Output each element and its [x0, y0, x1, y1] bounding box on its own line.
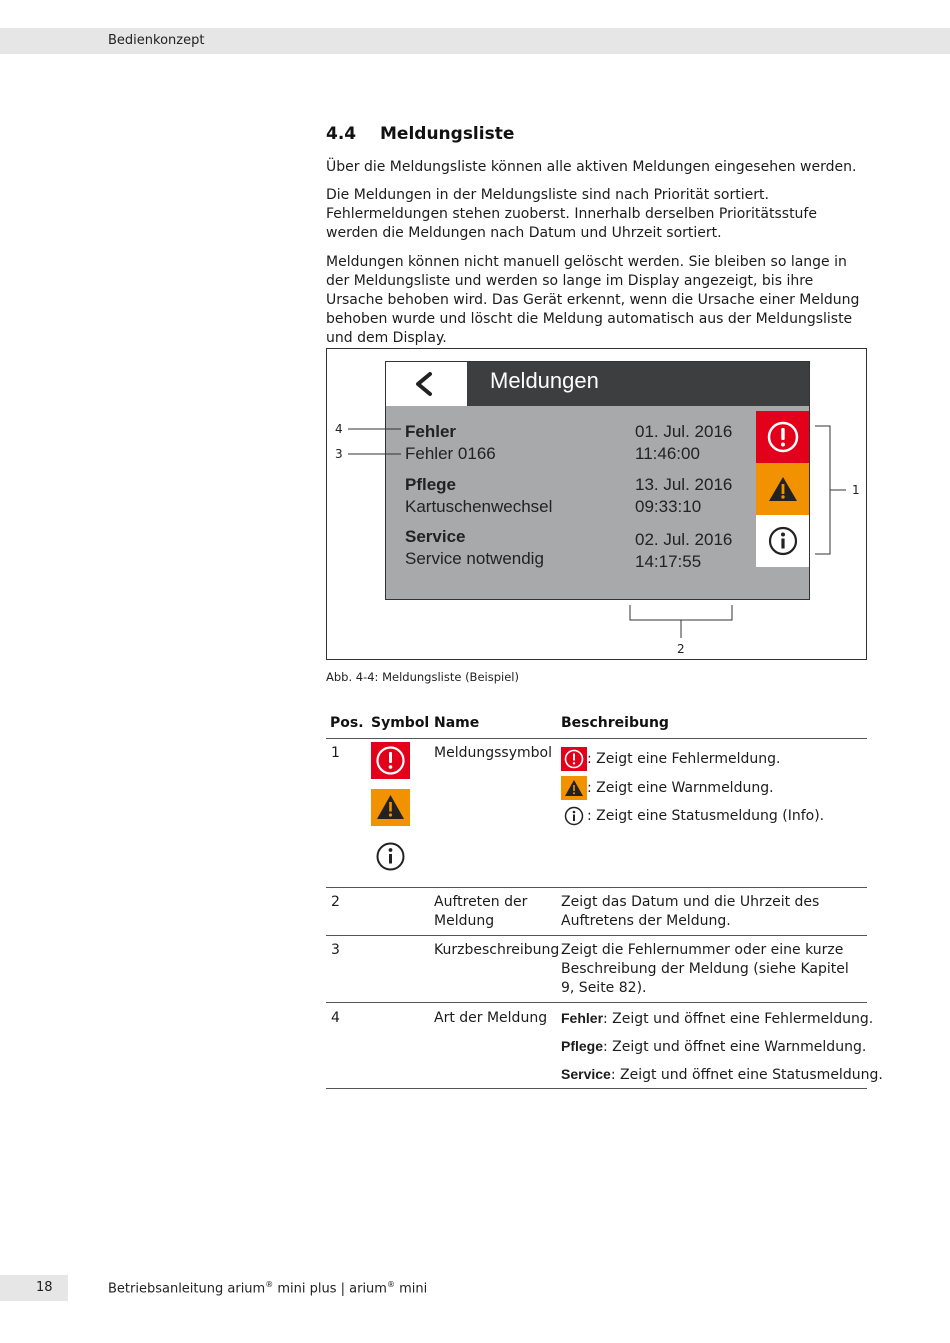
- callout-1: 1: [852, 483, 860, 497]
- message-time: 14:17:55: [635, 552, 702, 571]
- row4-name: Art der Meldung: [434, 1010, 548, 1026]
- message-type-fehler[interactable]: Fehler: [405, 422, 457, 441]
- row4-desc-pflege: [561, 1037, 866, 1057]
- message-time: 11:46:00: [635, 444, 700, 463]
- figure-caption: Abb. 4-4: Meldungsliste (Beispiel): [326, 670, 519, 684]
- desc-text: : Zeigt eine Warnmeldung.: [587, 780, 774, 796]
- col-header-pos: Pos.: [330, 715, 364, 731]
- col-header-name: Name: [434, 715, 480, 731]
- desc-term: Fehler: [561, 1010, 604, 1026]
- message-type-service[interactable]: Service: [405, 527, 466, 546]
- desc-text: : Zeigt und öffnet eine Warnmeldung.: [603, 1039, 867, 1055]
- footer-title-part: mini plus | arium: [273, 1281, 387, 1297]
- message-time: 09:33:10: [635, 497, 702, 516]
- error-icon: [371, 742, 410, 779]
- row4-desc-service: [561, 1065, 883, 1085]
- row3-desc: Zeigt die Fehlernummer oder eine kurze Beschreibung der Meldung (siehe Kapitel 9, Seite 82).: [561, 942, 849, 996]
- callout-2: 2: [677, 642, 685, 656]
- row1-error-symbol: [371, 742, 410, 779]
- table-divider: [326, 738, 867, 739]
- desc-text: : Zeigt eine Statusmeldung (Info).: [587, 808, 825, 824]
- message-type-pflege[interactable]: Pflege: [405, 475, 457, 494]
- callout-3: 3: [335, 447, 343, 461]
- message-date: 13. Jul. 2016: [635, 475, 733, 494]
- row4-pos: 4: [331, 1010, 340, 1026]
- row1-pos: 1: [331, 745, 340, 761]
- message-date: 01. Jul. 2016: [635, 422, 733, 441]
- row1-desc-error: [561, 747, 780, 771]
- table-divider: [326, 935, 867, 936]
- row1-info-symbol: [371, 838, 410, 875]
- desc-text: : Zeigt und öffnet eine Fehlermeldung.: [603, 1011, 874, 1027]
- error-icon: [561, 747, 587, 771]
- table-divider: [326, 1002, 867, 1003]
- row2-desc: Zeigt das Datum und die Uhrzeit des Auftretens der Meldung.: [561, 894, 820, 929]
- col-header-symbol: Symbol: [371, 715, 430, 731]
- row1-desc-warning: [561, 776, 774, 800]
- desc-text: : Zeigt und öffnet eine Statusmeldung.: [610, 1067, 883, 1083]
- message-date: 02. Jul. 2016: [635, 530, 733, 549]
- message-text: Kartuschenwechsel: [405, 497, 553, 516]
- footer-title-part: Betriebsanleitung arium: [108, 1281, 266, 1297]
- info-icon: [561, 804, 587, 828]
- row2-name: Auftreten der Meldung: [434, 894, 528, 929]
- desc-term: Service: [561, 1066, 611, 1082]
- footer-title-part: mini: [394, 1281, 428, 1297]
- row4-desc-fehler: [561, 1009, 873, 1029]
- footer-title: [108, 1280, 427, 1296]
- paragraph-2: Die Meldungen in der Meldungsliste sind nach Priorität sortiert. Fehlermeldungen stehen zuoberst. Innerhalb derselben Prioritätsstufe werden die Meldungen nach Datum und Uhrzeit sortiert.: [326, 187, 817, 241]
- warning-icon: [371, 789, 410, 826]
- registered-mark: ®: [386, 1280, 395, 1289]
- row3-pos: 3: [331, 942, 340, 958]
- header-section-label: Bedienkonzept: [108, 33, 205, 48]
- desc-term: Pflege: [561, 1038, 604, 1054]
- paragraph-1: Über die Meldungsliste können alle aktiven Meldungen eingesehen werden.: [326, 159, 857, 175]
- desc-text: : Zeigt eine Fehlermeldung.: [587, 751, 781, 767]
- row2-pos: 2: [331, 894, 340, 910]
- col-header-desc: Beschreibung: [561, 715, 669, 731]
- section-number: 4.4: [326, 124, 357, 144]
- registered-mark: ®: [265, 1280, 274, 1289]
- row1-name: Meldungssymbol: [434, 745, 552, 761]
- paragraph-3: Meldungen können nicht manuell gelöscht werden. Sie bleiben so lange in der Meldungsliste und werden so lange im Display angezeigt, bis ihre Ursache behoben wird. Das Gerät erkennt, wenn die Ursache einer Meldung behoben wurde und löscht die Meldung automatisch aus der Meldungsliste und dem Display.: [326, 254, 860, 346]
- page-number: 18: [36, 1280, 53, 1295]
- row1-warning-symbol: [371, 789, 410, 826]
- message-text: Fehler 0166: [405, 444, 496, 463]
- row3-name: Kurzbeschreibung: [434, 942, 560, 958]
- warning-icon: [561, 776, 587, 800]
- row1-desc-info: [561, 804, 824, 828]
- table-divider: [326, 887, 867, 888]
- message-text: Service notwendig: [405, 549, 544, 568]
- callout-4: 4: [335, 422, 343, 436]
- section-title: Meldungsliste: [380, 124, 515, 144]
- footer-band: [0, 1275, 68, 1301]
- table-divider: [326, 1088, 867, 1089]
- display-title: Meldungen: [490, 368, 599, 393]
- info-icon: [371, 838, 410, 875]
